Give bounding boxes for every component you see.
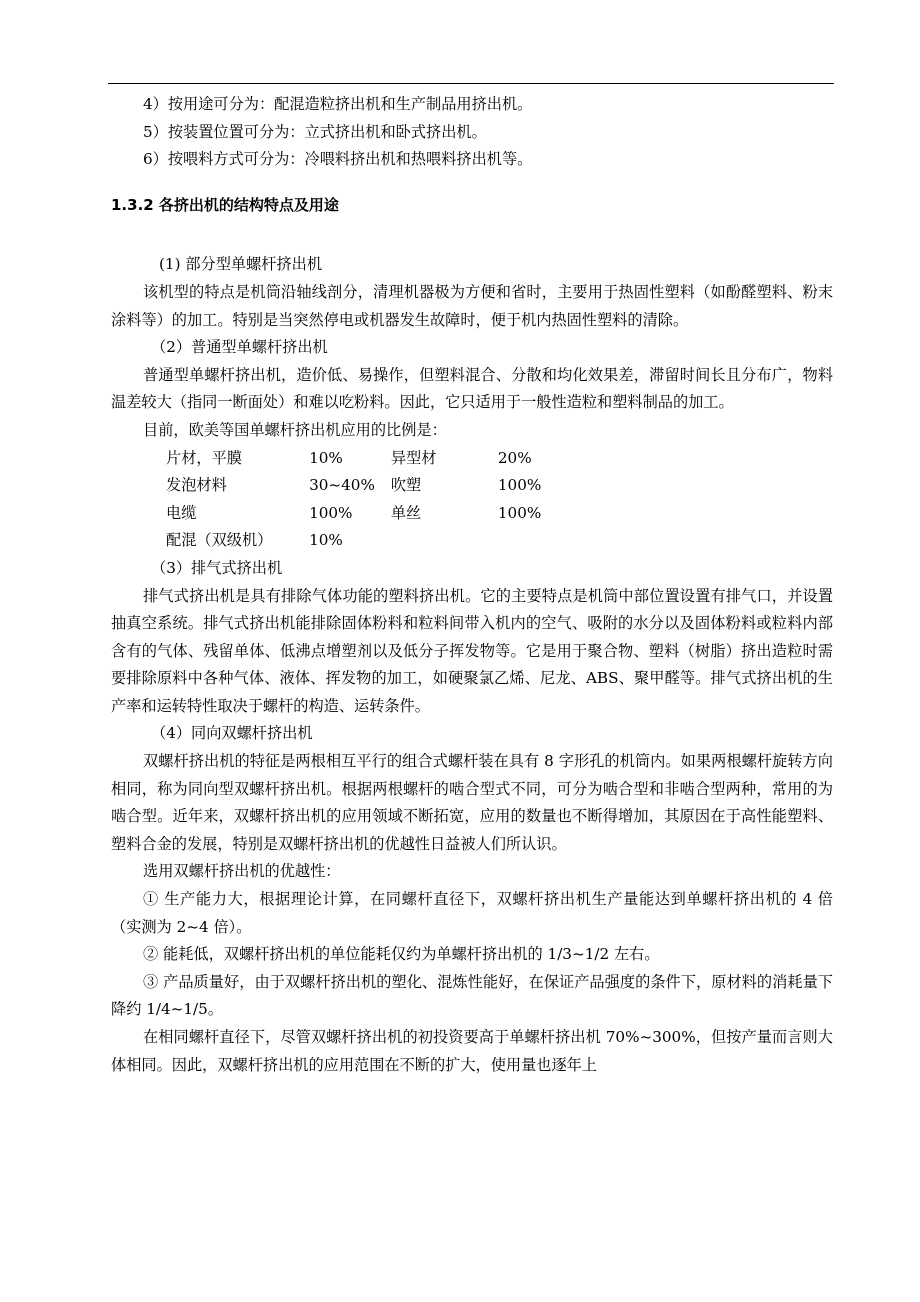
table-cell: 发泡材料 <box>166 476 227 495</box>
table-cell: 10% <box>309 531 343 550</box>
table-cell <box>391 527 498 555</box>
subsection-title: （2）普通型单螺杆挤出机 <box>151 338 328 357</box>
header-rule <box>108 83 834 84</box>
table-cell: 吹塑 <box>390 476 422 495</box>
table-row <box>166 445 566 473</box>
table-cell: 100% <box>497 476 542 495</box>
list-item: 5）按装置位置可分为：立式挤出机和卧式挤出机。 <box>143 122 487 141</box>
table-cell: 100% <box>497 503 542 522</box>
subsection-title: (1) 部分型单螺杆挤出机 <box>159 255 323 274</box>
paragraph: 目前，欧美等国单螺杆挤出机应用的比例是： <box>143 420 447 439</box>
table-row <box>166 472 566 500</box>
section-heading: 1.3.2 各挤出机的结构特点及用途 <box>111 195 339 214</box>
table-cell: 10% <box>309 448 343 467</box>
list-item: ③ 产品质量好，由于双螺杆挤出机的塑化、混炼性能好，在保证产品强度的条件下，原材料的消耗量下降约 1/4~1/5。 <box>111 972 833 1019</box>
table-cell: 30~40% <box>309 476 375 495</box>
paragraph: 双螺杆挤出机的特征是两根相互平行的组合式螺杆装在具有 8 字形孔的机筒内。如果两根螺杆旋转方向相同，称为同向型双螺杆挤出机。根据两根螺杆的啮合型式不同，可分为啮合型和非啮合型两种，常用的为啮合型。近年来，双螺杆挤出机的应用领域不断拓宽，应用的数量也不断得增加，其原因在于高性能塑料、塑料合金的发展，特别是双螺杆挤出机的优越性日益被人们所认识。 <box>111 752 833 853</box>
list-item: 4）按用途可分为：配混造粒挤出机和生产制品用挤出机。 <box>143 95 533 113</box>
list-item: ① 生产能力大，根据理论计算，在同螺杆直径下，双螺杆挤出机生产量能达到单螺杆挤出机的 4 倍（实测为 2~4 倍）。 <box>111 890 833 936</box>
table-row <box>166 500 566 528</box>
paragraph: 排气式挤出机是具有排除气体功能的塑料挤出机。它的主要特点是机筒中部位置设置有排气口，并设置抽真空系统。排气式挤出机能排除固体粉料和粒料间带入机内的空气、吸附的水分以及固体粉料或粒料内部含有的气体、残留单体、低沸点增塑剂以及低分子挥发物等。它是用于聚合物、塑料（树脂）挤出造粒时需要排除原料中各种气体、液体、挥发物的加工，如硬聚氯乙烯、尼龙、ABS、聚甲醛等。排气式挤出机的生产率和运转特性取决于螺杆的构造、运转条件。 <box>111 586 833 715</box>
table-row <box>166 527 566 555</box>
table-cell: 20% <box>497 448 532 467</box>
paragraph: 该机型的特点是机筒沿轴线剖分，清理机器极为方便和省时，主要用于热固性塑料（如酚醛塑料、粉末涂料等）的加工。特别是当突然停电或机器发生故障时，便于机内热固性塑料的清除。 <box>111 282 833 329</box>
page-body <box>111 91 833 1079</box>
paragraph: 普通型单螺杆挤出机，造价低、易操作，但塑料混合、分散和均化效果差，滞留时间长且分布广，物料温差较大（指同一断面处）和难以吃粉料。因此，它只适用于一般性造粒和塑料制品的加工。 <box>111 365 833 412</box>
paragraph: 选用双螺杆挤出机的优越性： <box>143 862 341 881</box>
list-item: 6）按喂料方式可分为：冷喂料挤出机和热喂料挤出机等。 <box>143 150 533 169</box>
table-cell <box>498 527 566 555</box>
paragraph: 在相同螺杆直径下，尽管双螺杆挤出机的初投资要高于单螺杆挤出机 70%~300%，但按产量而言则大体相同。因此，双螺杆挤出机的应用范围在不断的扩大，使用量也逐年上 <box>111 1028 833 1074</box>
subsection-title: （4）同向双螺杆挤出机 <box>151 724 313 743</box>
table-cell: 单丝 <box>390 503 422 522</box>
table-cell: 配混（双级机） <box>166 531 273 550</box>
subsection-title: （3）排气式挤出机 <box>151 558 283 577</box>
ratio-table <box>166 445 566 555</box>
table-cell: 片材，平膜 <box>166 448 242 467</box>
list-item: ② 能耗低，双螺杆挤出机的单位能耗仅约为单螺杆挤出机的 1/3~1/2 左右。 <box>143 945 660 964</box>
table-cell: 电缆 <box>166 503 197 522</box>
table-cell: 异型材 <box>390 448 437 467</box>
table-cell: 100% <box>309 503 353 522</box>
